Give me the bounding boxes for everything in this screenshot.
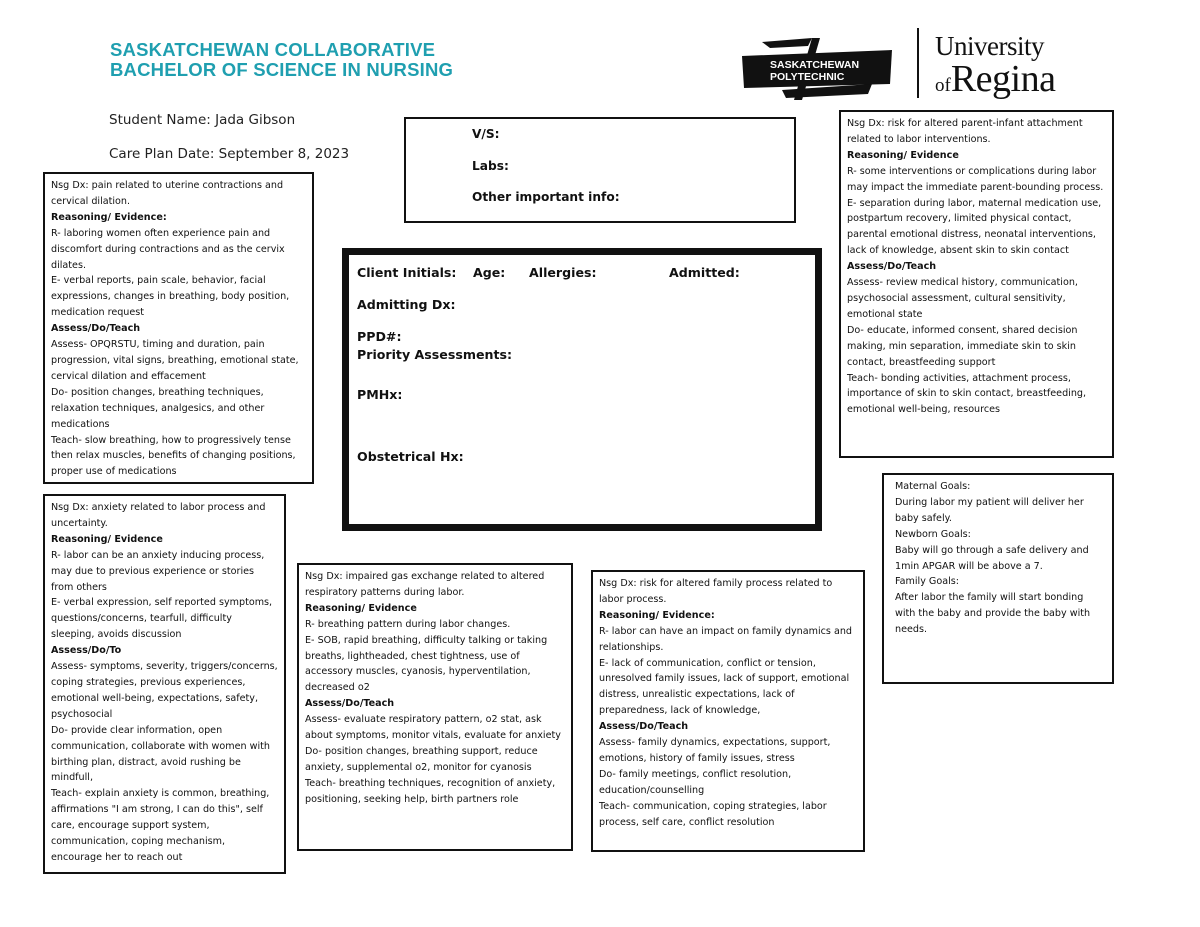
program-title-line2: BACHELOR OF SCIENCE IN NURSING: [110, 59, 454, 80]
uor-regina: Regina: [950, 58, 1056, 100]
age-label: Age:: [473, 265, 506, 280]
admitted-label: Admitted:: [669, 265, 740, 280]
uor-university: University: [935, 31, 1044, 61]
family-line-7: Teach- communication, coping strategies, labor process, self care, conflict resolution: [599, 800, 827, 828]
anxiety-nursing-diagnosis-box: [43, 494, 286, 874]
gas-line-3: E- SOB, rapid breathing, difficulty talking or taking breaths, lightheaded, chest tightness, use of accessory muscles, cyanosis, hyperventilation, decreased o2: [305, 634, 548, 694]
attach-line-1: Reasoning/ Evidence: [847, 149, 959, 161]
family-line-6: Do- family meetings, conflict resolution, education/counselling: [599, 768, 792, 796]
anxiety-line-7: Teach- explain anxiety is common, breathing, affirmations "I am strong, I can do this", self care, encourage support system, communication, coping mechanism, encourage her to reach out: [51, 788, 270, 863]
pain-line-2: R- laboring women often experience pain and discomfort during contractions and as the cervix dilates.: [51, 227, 285, 271]
vs-label: V/S:: [472, 127, 500, 141]
family-line-1: Reasoning/ Evidence:: [599, 609, 715, 621]
priority-assessments-label: Priority Assessments:: [357, 347, 513, 362]
attach-line-5: Assess- review medical history, communication, psychosocial assessment, cultural sensitivity, emotional state: [847, 277, 1078, 320]
gas-line-5: Assess- evaluate respiratory pattern, o2 stat, ask about symptoms, monitor vitals, evaluate for anxiety: [305, 714, 561, 742]
goals-family-text: After labor the family will start bonding with the baby and provide the baby with needs.: [895, 592, 1091, 636]
goals-maternal-text: During labor my patient will deliver her baby safely.: [895, 496, 1084, 524]
anxiety-line-6: Do- provide clear information, open communication, collaborate with women with birthing plan, distract, avoid rushing be mindfull,: [51, 724, 270, 784]
goals-box: [882, 473, 1114, 684]
pain-line-1: Reasoning/ Evidence:: [51, 211, 167, 223]
goals-family-heading: Family Goals:: [895, 576, 959, 588]
other-info-label: Other important info:: [472, 190, 620, 204]
attach-line-6: Do- educate, informed consent, shared decision making, min separation, immediate skin to skin contact, breastfeeding support: [847, 324, 1078, 368]
attach-line-2: R- some interventions or complications during labor may impact the immediate parent-bounding process.: [847, 165, 1104, 193]
goals-maternal-heading: Maternal Goals:: [895, 481, 971, 492]
pain-nursing-diagnosis-box: [43, 172, 314, 484]
attach-line-7: Teach- bonding activities, attachment process, importance of skin to skin contact, breastfeeding, emotional well-being, resources: [847, 372, 1087, 416]
pain-line-6: Do- position changes, breathing techniques, relaxation techniques, analgesics, and other medications: [51, 386, 265, 430]
logo-divider: [917, 28, 919, 98]
gas-line-1: Reasoning/ Evidence: [305, 602, 417, 614]
anxiety-line-5: Assess- symptoms, severity, triggers/concerns, coping strategies, previous experiences, emotional well-being, expectations, safety, psychosocial: [51, 661, 278, 720]
admitting-dx-label: Admitting Dx:: [357, 297, 456, 312]
gas-exchange-nursing-diagnosis-box: [297, 563, 573, 851]
uor-of: of: [935, 75, 951, 96]
gas-line-0: Nsg Dx: impaired gas exchange related to altered respiratory patterns during labor.: [305, 571, 545, 598]
pain-line-4: Assess/Do/Teach: [51, 323, 141, 335]
attach-line-3: E- separation during labor, maternal medication use, postpartum recovery, limited physical contact, parental emotional distress, neonatal interventions, lack of knowledge, absent skin to skin contact: [847, 197, 1102, 257]
allergies-label: Allergies:: [529, 265, 597, 280]
student-name: Student Name: Jada Gibson: [109, 112, 296, 128]
pmhx-label: PMHx:: [357, 387, 403, 402]
university-of-regina-logo: [935, 32, 1055, 98]
goals-newborn-text: Baby will go through a safe delivery and 1min APGAR will be above a 7.: [895, 544, 1089, 572]
program-title-line1: SASKATCHEWAN COLLABORATIVE: [110, 39, 436, 60]
gas-line-6: Do- position changes, breathing support, reduce anxiety, supplemental o2, monitor for cyanosis: [305, 745, 538, 773]
anxiety-line-4: Assess/Do/To: [51, 645, 122, 657]
polytech-text-1: SASKATCHEWAN: [770, 59, 860, 71]
care-plan-date: Care Plan Date: September 8, 2023: [109, 146, 350, 162]
anxiety-line-2: R- labor can be an anxiety inducing process, may due to previous experience or stories from others: [51, 549, 265, 593]
anxiety-line-0: Nsg Dx: anxiety related to labor process and uncertainty.: [51, 502, 266, 529]
anxiety-line-1: Reasoning/ Evidence: [51, 533, 163, 545]
gas-line-2: R- breathing pattern during labor changes.: [305, 618, 511, 630]
pain-line-7: Teach- slow breathing, how to progressively tense then relax muscles, benefits of changing positions, proper use of medications: [51, 434, 296, 478]
family-line-2: R- labor can have an impact on family dynamics and relationships.: [599, 625, 853, 653]
attachment-nursing-diagnosis-box: [839, 110, 1114, 458]
program-title: [110, 40, 453, 80]
pain-line-0: Nsg Dx: pain related to uterine contractions and cervical dilation.: [51, 180, 284, 207]
attach-line-4: Assess/Do/Teach: [847, 261, 937, 273]
obstetrical-hx-label: Obstetrical Hx:: [357, 449, 464, 464]
attach-line-0: Nsg Dx: risk for altered parent-infant attachment related to labor interventions.: [847, 118, 1083, 145]
family-line-3: E- lack of communication, conflict or tension, unresolved family issues, lack of support, emotional distress, unrealistic expectations, lack of preparedness, lack of knowledge,: [599, 657, 850, 717]
family-line-4: Assess/Do/Teach: [599, 721, 689, 733]
family-line-0: Nsg Dx: risk for altered family process related to labor process.: [599, 578, 833, 605]
anxiety-line-3: E- verbal expression, self reported symptoms, questions/concerns, tearfull, difficulty sleeping, avoids discussion: [51, 597, 273, 641]
gas-line-7: Teach- breathing techniques, recognition of anxiety, positioning, seeking help, birth partners role: [305, 777, 556, 805]
saskatchewan-polytechnic-logo: [742, 38, 892, 100]
ppd-label: PPD#:: [357, 329, 402, 344]
family-process-nursing-diagnosis-box: [591, 570, 865, 852]
client-initials-label: Client Initials:: [357, 265, 457, 280]
pain-line-5: Assess- OPQRSTU, timing and duration, pain progression, vital signs, breathing, emotional state, cervical dilation and effacement: [51, 339, 299, 382]
labs-label: Labs:: [472, 159, 509, 173]
vitals-labs-box: [404, 117, 796, 223]
goals-newborn-heading: Newborn Goals:: [895, 528, 971, 540]
pain-line-3: E- verbal reports, pain scale, behavior, facial expressions, changes in breathing, body position, medication request: [51, 275, 290, 319]
family-line-5: Assess- family dynamics, expectations, support, emotions, history of family issues, stress: [599, 737, 831, 764]
client-info-box: [342, 248, 822, 531]
gas-line-4: Assess/Do/Teach: [305, 698, 395, 710]
polytech-text-2: POLYTECHNIC: [770, 71, 845, 83]
